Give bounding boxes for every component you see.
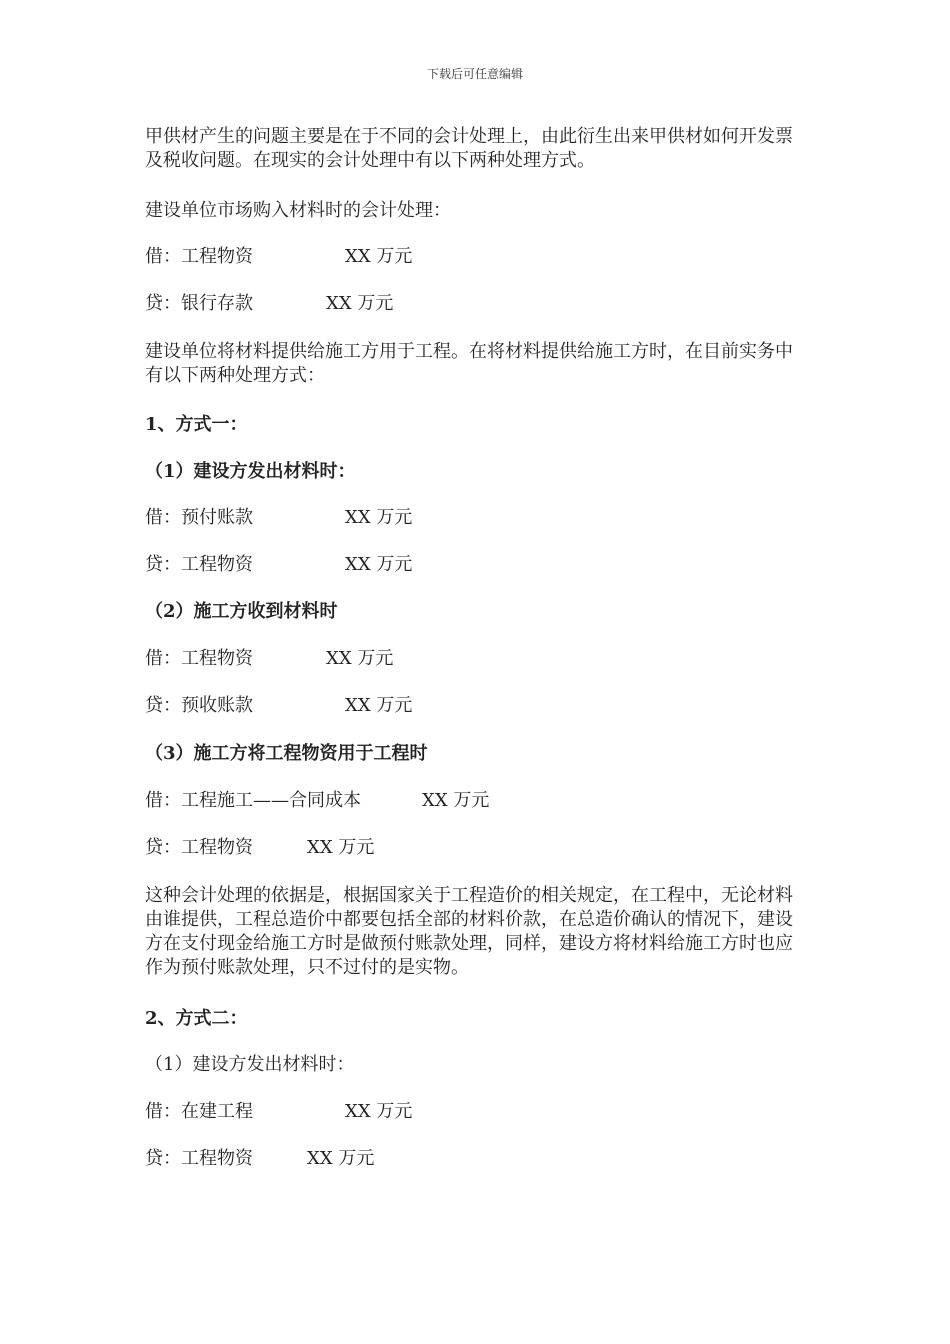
journal-entry-debit: [145, 245, 413, 269]
journal-entry-debit: [145, 647, 394, 671]
rationale-paragraph: 这种会计处理的依据是，根据国家关于工程造价的相关规定，在工程中，无论材料由谁提供，工程总造价中都要包括全部的材料价款，在总造价确认的情况下，建设方在支付现金给施工方时是做预付账款处理，同样，建设方将材料给施工方时也应作为预付账款处理，只不过付的是实物。: [145, 885, 793, 978]
journal-entry-credit: [145, 553, 413, 577]
entry-label: 贷：工程物资: [145, 1148, 253, 1169]
entry-label: 贷：银行存款: [145, 293, 253, 314]
entry-label: 借：工程物资: [145, 246, 253, 267]
method-two-step-1: （1）建设方发出材料时：: [145, 1054, 355, 1075]
intro-paragraph: 甲供材产生的问题主要是在于不同的会计处理上，由此衍生出来甲供材如何开发票及税收问题。在现实的会计处理中有以下两种处理方式。: [145, 126, 793, 171]
journal-entry-debit: [145, 1100, 413, 1124]
supply-paragraph: 建设单位将材料提供给施工方用于工程。在将材料提供给施工方时，在目前实务中有以下两种处理方式：: [145, 341, 793, 386]
entry-label: 贷：预收账款: [145, 695, 253, 716]
page-header: 下载后可任意编辑: [426, 67, 523, 81]
journal-entry-credit: [145, 694, 413, 718]
method-one-step-3: （3）施工方将工程物资用于工程时: [145, 743, 428, 764]
entry-label: 贷：工程物资: [145, 554, 253, 575]
entry-label: 借：在建工程: [145, 1101, 253, 1122]
entry-amount: XX 万元: [326, 293, 394, 314]
entry-label: 借：工程物资: [145, 648, 253, 669]
journal-entry-credit: [145, 292, 394, 316]
entry-label: 借：预付账款: [145, 507, 253, 528]
entry-amount: XX 万元: [307, 837, 375, 858]
method-one-step-2: （2）施工方收到材料时: [145, 601, 338, 622]
entry-amount: XX 万元: [345, 246, 413, 267]
entry-amount: XX 万元: [345, 695, 413, 716]
method-two-heading: 2、方式二：: [145, 1008, 248, 1029]
method-one-step-1: （1）建设方发出材料时：: [145, 461, 356, 482]
method-one-heading: 1、方式一：: [145, 414, 248, 435]
entry-amount: XX 万元: [307, 1148, 375, 1169]
journal-entry-debit: [145, 506, 413, 530]
entry-label: 贷：工程物资: [145, 837, 253, 858]
entry-amount: XX 万元: [345, 507, 413, 528]
entry-amount: XX 万元: [326, 648, 394, 669]
journal-entry-credit: [145, 1147, 375, 1171]
purchase-heading: 建设单位市场购入材料时的会计处理：: [145, 200, 451, 221]
journal-entry-debit: [145, 789, 490, 813]
entry-amount: XX 万元: [422, 790, 490, 811]
entry-label: 借：工程施工——合同成本: [145, 790, 361, 811]
entry-amount: XX 万元: [345, 1101, 413, 1122]
journal-entry-credit: [145, 836, 375, 860]
entry-amount: XX 万元: [345, 554, 413, 575]
